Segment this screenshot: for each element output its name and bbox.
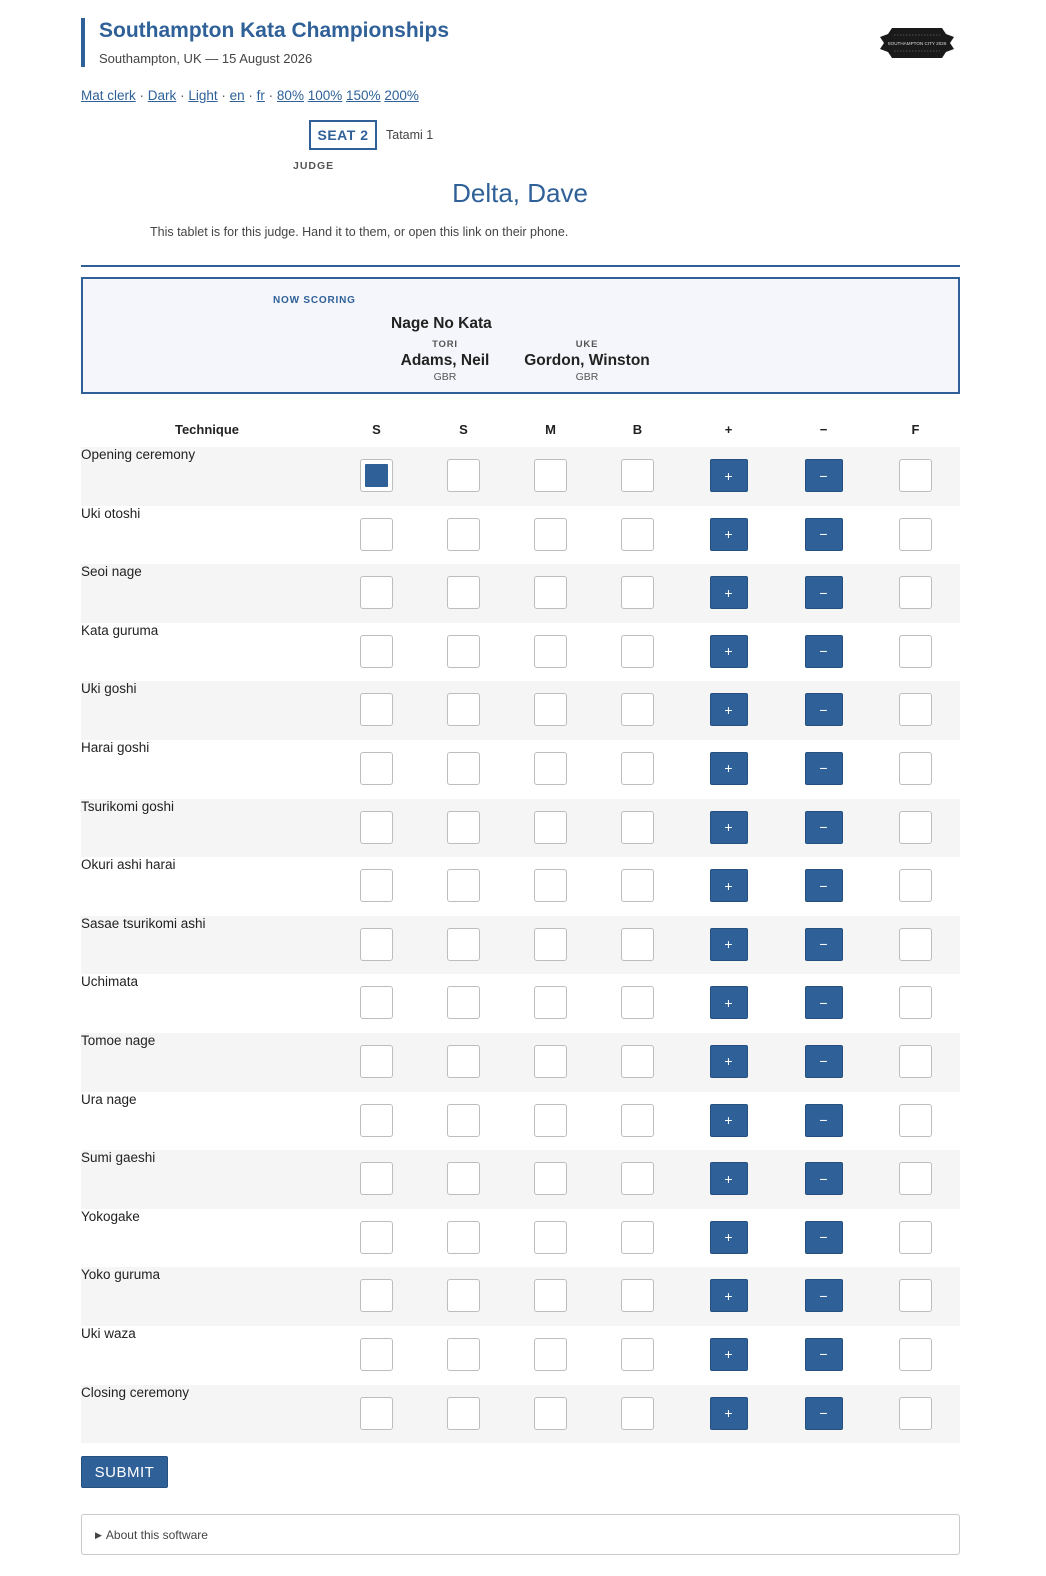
checkbox-s2[interactable]: [447, 1162, 480, 1195]
checkbox-s1[interactable]: [360, 459, 393, 492]
seat-badge: SEAT 2: [309, 120, 377, 150]
column-header-technique: Technique: [174, 422, 240, 437]
checkbox-s1[interactable]: [360, 1104, 393, 1137]
event-header: [81, 18, 449, 67]
checkbox-s1[interactable]: [360, 1045, 393, 1078]
minus-button[interactable]: −: [805, 693, 843, 726]
technique-row: [81, 1267, 960, 1326]
technique-name: Kata guruma: [81, 623, 333, 682]
checkbox-s2[interactable]: [447, 1221, 480, 1254]
submit-button[interactable]: SUBMIT: [81, 1456, 168, 1488]
checkbox-m[interactable]: [534, 1162, 567, 1195]
column-header-b: B: [632, 422, 643, 437]
checkbox-f[interactable]: [899, 1279, 932, 1312]
light-theme-link[interactable]: Light: [188, 88, 218, 103]
now-scoring-label: NOW SCORING: [273, 295, 356, 306]
plus-button[interactable]: +: [710, 1397, 748, 1430]
checkbox-f[interactable]: [899, 1397, 932, 1430]
minus-button[interactable]: −: [805, 869, 843, 902]
about-software-toggle[interactable]: [81, 1514, 960, 1555]
event-logo: [880, 24, 954, 62]
column-header-minus: −: [819, 422, 828, 437]
language-en-link[interactable]: en: [229, 88, 245, 103]
technique-name: Okuri ashi harai: [81, 857, 333, 916]
column-header-s1: S: [372, 422, 381, 437]
checkbox-s2[interactable]: [447, 1104, 480, 1137]
plus-button[interactable]: +: [710, 693, 748, 726]
plus-button[interactable]: +: [710, 1045, 748, 1078]
technique-name: Sumi gaeshi: [81, 1150, 333, 1209]
checkbox-b[interactable]: [621, 1162, 654, 1195]
disclosure-triangle-icon: ▶: [95, 1530, 102, 1540]
minus-button[interactable]: −: [805, 752, 843, 785]
zoom-80-link[interactable]: 80%: [276, 88, 304, 103]
checkbox-b[interactable]: [621, 459, 654, 492]
column-header-s2: S: [459, 422, 468, 437]
technique-row: [81, 799, 960, 858]
checkbox-m[interactable]: [534, 518, 567, 551]
checkbox-s2[interactable]: [447, 928, 480, 961]
checkbox-s1[interactable]: [360, 869, 393, 902]
technique-name: Yoko guruma: [81, 1267, 333, 1326]
zoom-200-link[interactable]: 200%: [384, 88, 419, 103]
table-header-row: [81, 412, 960, 447]
checkbox-f[interactable]: [899, 635, 932, 668]
checkbox-s2[interactable]: [447, 1338, 480, 1371]
technique-row: [81, 506, 960, 565]
checkbox-s1[interactable]: [360, 1279, 393, 1312]
technique-row: [81, 1033, 960, 1092]
tori-role: TORI: [432, 339, 458, 350]
checkbox-m[interactable]: [534, 752, 567, 785]
checkbox-b[interactable]: [621, 986, 654, 1019]
minus-button[interactable]: −: [805, 1279, 843, 1312]
technique-row: [81, 1326, 960, 1385]
checkbox-m[interactable]: [534, 1221, 567, 1254]
uke-role: UKE: [575, 339, 599, 350]
event-subtitle: Southampton, UK — 15 August 2026: [99, 51, 313, 66]
technique-row: [81, 974, 960, 1033]
technique-row: [81, 1150, 960, 1209]
checkbox-b[interactable]: [621, 693, 654, 726]
checkbox-s1[interactable]: [360, 693, 393, 726]
checkbox-s2[interactable]: [447, 986, 480, 1019]
checkbox-m[interactable]: [534, 986, 567, 1019]
event-title: Southampton Kata Championships: [99, 19, 450, 42]
checkbox-m[interactable]: [534, 869, 567, 902]
scoring-table: [81, 412, 960, 1443]
checkbox-b[interactable]: [621, 928, 654, 961]
plus-button[interactable]: +: [710, 752, 748, 785]
now-scoring-panel: [81, 277, 960, 394]
technique-row: [81, 740, 960, 799]
tori-info: [395, 339, 495, 383]
technique-row: [81, 857, 960, 916]
zoom-100-link[interactable]: 100%: [307, 88, 343, 103]
plus-button[interactable]: +: [710, 459, 748, 492]
checkbox-b[interactable]: [621, 1045, 654, 1078]
checkbox-f[interactable]: [899, 928, 932, 961]
language-fr-link[interactable]: fr: [256, 88, 265, 103]
plus-button[interactable]: +: [710, 518, 748, 551]
checkbox-s1[interactable]: [360, 1162, 393, 1195]
about-label: About this software: [105, 1528, 208, 1542]
technique-name: Yokogake: [81, 1209, 333, 1268]
checkbox-s2[interactable]: [447, 518, 480, 551]
checkbox-m[interactable]: [534, 1279, 567, 1312]
technique-name: Tsurikomi goshi: [81, 799, 333, 858]
technique-name: Seoi nage: [81, 564, 333, 623]
checkbox-s1[interactable]: [360, 752, 393, 785]
minus-button[interactable]: −: [805, 1162, 843, 1195]
checkbox-f[interactable]: [899, 1221, 932, 1254]
option-links: Mat clerk · Dark · Light · en · fr · 80% 100% 150% 200%: [81, 88, 419, 103]
plus-button[interactable]: +: [710, 1104, 748, 1137]
minus-button[interactable]: −: [805, 1104, 843, 1137]
minus-button[interactable]: −: [805, 986, 843, 1019]
divider: [81, 265, 960, 267]
checkbox-m[interactable]: [534, 928, 567, 961]
checkbox-f[interactable]: [899, 1045, 932, 1078]
checkbox-f[interactable]: [899, 986, 932, 1019]
tatami-label: Tatami 1: [386, 128, 434, 142]
checkbox-b[interactable]: [621, 1397, 654, 1430]
checkbox-s2[interactable]: [447, 635, 480, 668]
checkbox-m[interactable]: [534, 811, 567, 844]
minus-button[interactable]: −: [805, 1397, 843, 1430]
minus-button[interactable]: −: [805, 811, 843, 844]
checkbox-f[interactable]: [899, 752, 932, 785]
judge-role-label: JUDGE: [293, 160, 335, 172]
dark-theme-link[interactable]: Dark: [147, 88, 177, 103]
technique-row: [81, 623, 960, 682]
technique-name: Uchimata: [81, 974, 333, 1033]
plus-button[interactable]: +: [710, 1221, 748, 1254]
column-header-m: M: [545, 422, 556, 437]
checkbox-f[interactable]: [899, 1104, 932, 1137]
checkbox-s1[interactable]: [360, 928, 393, 961]
checkbox-b[interactable]: [621, 1221, 654, 1254]
minus-button[interactable]: −: [805, 1221, 843, 1254]
logo-text: SOUTHAMPTON CITY 2026: [887, 41, 947, 46]
minus-button[interactable]: −: [805, 635, 843, 668]
column-header-f: F: [911, 422, 920, 437]
checkbox-m[interactable]: [534, 459, 567, 492]
checkbox-f[interactable]: [899, 1162, 932, 1195]
minus-button[interactable]: −: [805, 1338, 843, 1371]
checkbox-m[interactable]: [534, 635, 567, 668]
judge-name: Delta, Dave: [452, 178, 588, 208]
checkbox-b[interactable]: [621, 869, 654, 902]
uke-name: Gordon, Winston: [524, 352, 650, 369]
checkbox-b[interactable]: [621, 1104, 654, 1137]
checkbox-s1[interactable]: [360, 986, 393, 1019]
technique-name: Uki goshi: [81, 681, 333, 740]
checkbox-s1[interactable]: [360, 635, 393, 668]
technique-row: [81, 1209, 960, 1268]
checkbox-s1[interactable]: [360, 811, 393, 844]
checkbox-b[interactable]: [621, 1338, 654, 1371]
plus-button[interactable]: +: [710, 1279, 748, 1312]
checkbox-m[interactable]: [534, 1045, 567, 1078]
checkbox-s2[interactable]: [447, 869, 480, 902]
plus-button[interactable]: +: [710, 928, 748, 961]
tori-name: Adams, Neil: [400, 352, 490, 369]
uke-country: GBR: [575, 371, 599, 383]
technique-row: [81, 1385, 960, 1444]
technique-row: [81, 1092, 960, 1151]
plus-button[interactable]: +: [710, 986, 748, 1019]
zoom-150-link[interactable]: 150%: [346, 88, 381, 103]
minus-button[interactable]: −: [805, 1045, 843, 1078]
mat-clerk-link[interactable]: Mat clerk: [81, 88, 136, 103]
technique-row: [81, 447, 960, 506]
technique-name: Uki waza: [81, 1326, 333, 1385]
checkbox-s2[interactable]: [447, 811, 480, 844]
checkbox-f[interactable]: [899, 1338, 932, 1371]
checkbox-m[interactable]: [534, 1338, 567, 1371]
plus-button[interactable]: +: [710, 811, 748, 844]
checkbox-s1[interactable]: [360, 1221, 393, 1254]
checkbox-b[interactable]: [621, 752, 654, 785]
minus-button[interactable]: −: [805, 576, 843, 609]
checkbox-s2[interactable]: [447, 752, 480, 785]
checkbox-s1[interactable]: [360, 576, 393, 609]
plus-button[interactable]: +: [710, 635, 748, 668]
checkbox-s2[interactable]: [447, 576, 480, 609]
technique-name: Ura nage: [81, 1092, 333, 1151]
checkbox-b[interactable]: [621, 576, 654, 609]
checkbox-m[interactable]: [534, 1397, 567, 1430]
tori-country: GBR: [433, 371, 457, 383]
plus-button[interactable]: +: [710, 1338, 748, 1371]
column-header-plus: +: [724, 422, 733, 437]
checkbox-s2[interactable]: [447, 1279, 480, 1312]
checkbox-m[interactable]: [534, 693, 567, 726]
checkbox-f[interactable]: [899, 576, 932, 609]
checkbox-f[interactable]: [899, 811, 932, 844]
checkbox-b[interactable]: [621, 635, 654, 668]
checkbox-f[interactable]: [899, 869, 932, 902]
checkbox-b[interactable]: [621, 518, 654, 551]
minus-button[interactable]: −: [805, 928, 843, 961]
technique-row: [81, 681, 960, 740]
minus-button[interactable]: −: [805, 518, 843, 551]
checkbox-s2[interactable]: [447, 693, 480, 726]
checkbox-b[interactable]: [621, 1279, 654, 1312]
checkbox-m[interactable]: [534, 576, 567, 609]
checkbox-m[interactable]: [534, 1104, 567, 1137]
technique-name: Closing ceremony: [81, 1385, 333, 1444]
technique-name: Harai goshi: [81, 740, 333, 799]
plus-button[interactable]: +: [710, 576, 748, 609]
kata-name: Nage No Kata: [391, 315, 492, 332]
technique-row: [81, 564, 960, 623]
technique-name: Opening ceremony: [81, 447, 333, 506]
checkbox-f[interactable]: [899, 518, 932, 551]
technique-name: Uki otoshi: [81, 506, 333, 565]
checkbox-s2[interactable]: [447, 1045, 480, 1078]
checkbox-s1[interactable]: [360, 1338, 393, 1371]
uke-info: [517, 339, 657, 383]
checkbox-f[interactable]: [899, 459, 932, 492]
technique-row: [81, 916, 960, 975]
checkbox-b[interactable]: [621, 811, 654, 844]
plus-button[interactable]: +: [710, 869, 748, 902]
checkbox-f[interactable]: [899, 693, 932, 726]
plus-button[interactable]: +: [710, 1162, 748, 1195]
technique-name: Sasae tsurikomi ashi: [81, 916, 333, 975]
checkbox-s2[interactable]: [447, 459, 480, 492]
checkbox-s1[interactable]: [360, 1397, 393, 1430]
minus-button[interactable]: −: [805, 459, 843, 492]
checkbox-s1[interactable]: [360, 518, 393, 551]
checkbox-s2[interactable]: [447, 1397, 480, 1430]
technique-name: Tomoe nage: [81, 1033, 333, 1092]
judge-instructions: This tablet is for this judge. Hand it to them, or open this link on their phone.: [150, 225, 569, 239]
